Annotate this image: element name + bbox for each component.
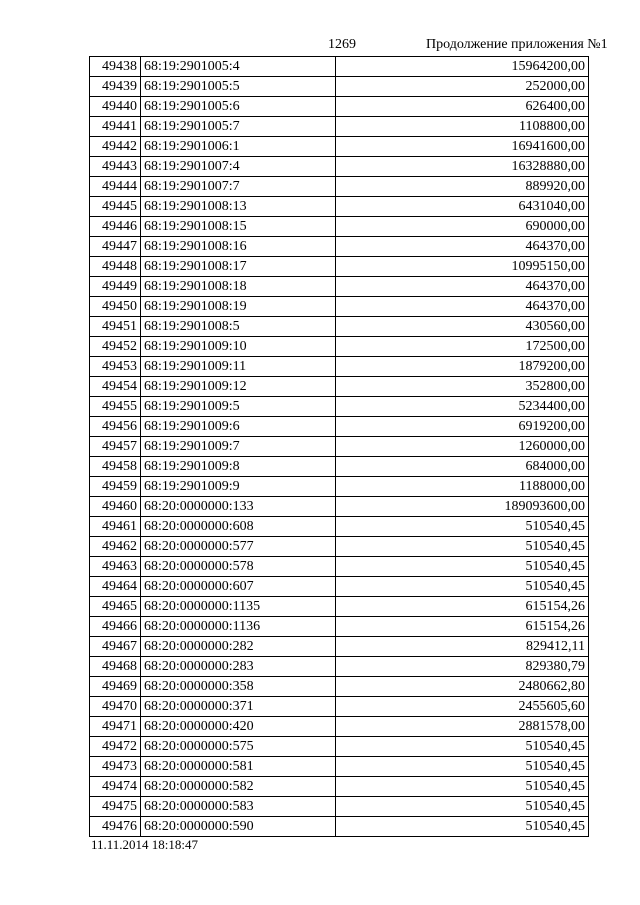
- row-number: 49444: [90, 177, 141, 197]
- cadastral-value: 684000,00: [336, 457, 589, 477]
- row-number: 49449: [90, 277, 141, 297]
- row-number: 49469: [90, 677, 141, 697]
- cadastral-number: 68:19:2901008:19: [141, 297, 336, 317]
- table-row: [90, 577, 589, 597]
- row-number: 49476: [90, 817, 141, 837]
- row-number: 49455: [90, 397, 141, 417]
- page-title: Продолжение приложения №1: [426, 37, 608, 52]
- table-row: [90, 397, 589, 417]
- row-number: 49472: [90, 737, 141, 757]
- cadastral-value: 15964200,00: [336, 57, 589, 77]
- table-row: [90, 597, 589, 617]
- table-row: [90, 217, 589, 237]
- row-number: 49453: [90, 357, 141, 377]
- cadastral-number: 68:19:2901008:5: [141, 317, 336, 337]
- cadastral-number: 68:19:2901007:7: [141, 177, 336, 197]
- cadastral-number: 68:19:2901009:8: [141, 457, 336, 477]
- cadastral-value: 690000,00: [336, 217, 589, 237]
- cadastral-value: 829380,79: [336, 657, 589, 677]
- row-number: 49475: [90, 797, 141, 817]
- table-row: [90, 637, 589, 657]
- table-row: [90, 237, 589, 257]
- cadastral-value: 6919200,00: [336, 417, 589, 437]
- cadastral-value: 510540,45: [336, 537, 589, 557]
- cadastral-value: 6431040,00: [336, 197, 589, 217]
- table-row: [90, 277, 589, 297]
- row-number: 49461: [90, 517, 141, 537]
- cadastral-number: 68:20:0000000:1136: [141, 617, 336, 637]
- row-number: 49462: [90, 537, 141, 557]
- cadastral-value: 2480662,80: [336, 677, 589, 697]
- row-number: 49474: [90, 777, 141, 797]
- cadastral-value: 510540,45: [336, 797, 589, 817]
- table-row: [90, 737, 589, 757]
- cadastral-value: 889920,00: [336, 177, 589, 197]
- cadastral-number: 68:20:0000000:575: [141, 737, 336, 757]
- cadastral-number: 68:20:0000000:577: [141, 537, 336, 557]
- cadastral-number: 68:19:2901009:7: [141, 437, 336, 457]
- cadastral-number: 68:20:0000000:583: [141, 797, 336, 817]
- cadastral-value: 252000,00: [336, 77, 589, 97]
- table-row: [90, 497, 589, 517]
- row-number: 49465: [90, 597, 141, 617]
- row-number: 49456: [90, 417, 141, 437]
- cadastral-value: 5234400,00: [336, 397, 589, 417]
- row-number: 49446: [90, 217, 141, 237]
- row-number: 49443: [90, 157, 141, 177]
- cadastral-number: 68:19:2901008:15: [141, 217, 336, 237]
- table-row: [90, 157, 589, 177]
- cadastral-value: 464370,00: [336, 297, 589, 317]
- row-number: 49457: [90, 437, 141, 457]
- row-number: 49452: [90, 337, 141, 357]
- cadastral-number: 68:20:0000000:358: [141, 677, 336, 697]
- cadastral-value: 172500,00: [336, 337, 589, 357]
- cadastral-value: 464370,00: [336, 237, 589, 257]
- row-number: 49454: [90, 377, 141, 397]
- row-number: 49464: [90, 577, 141, 597]
- table-row: [90, 557, 589, 577]
- row-number: 49459: [90, 477, 141, 497]
- cadastral-value: 2455605,60: [336, 697, 589, 717]
- table-body: [90, 57, 589, 837]
- cadastral-number: 68:19:2901005:5: [141, 77, 336, 97]
- row-number: 49438: [90, 57, 141, 77]
- table-row: [90, 537, 589, 557]
- table-row: [90, 617, 589, 637]
- table-row: [90, 437, 589, 457]
- cadastral-value: 829412,11: [336, 637, 589, 657]
- cadastral-number: 68:19:2901005:6: [141, 97, 336, 117]
- cadastral-number: 68:20:0000000:608: [141, 517, 336, 537]
- cadastral-number: 68:19:2901005:7: [141, 117, 336, 137]
- cadastral-value: 510540,45: [336, 777, 589, 797]
- table-row: [90, 477, 589, 497]
- cadastral-value: 615154,26: [336, 617, 589, 637]
- cadastral-value: 615154,26: [336, 597, 589, 617]
- row-number: 49473: [90, 757, 141, 777]
- table-row: [90, 657, 589, 677]
- table-row: [90, 517, 589, 537]
- cadastral-number: 68:19:2901006:1: [141, 137, 336, 157]
- cadastral-number: 68:20:0000000:1135: [141, 597, 336, 617]
- table-row: [90, 317, 589, 337]
- row-number: 49471: [90, 717, 141, 737]
- cadastral-value: 626400,00: [336, 97, 589, 117]
- table-row: [90, 797, 589, 817]
- cadastral-value: 10995150,00: [336, 257, 589, 277]
- table-row: [90, 57, 589, 77]
- table-row: [90, 77, 589, 97]
- cadastral-number: 68:20:0000000:283: [141, 657, 336, 677]
- cadastral-value: 1188000,00: [336, 477, 589, 497]
- cadastral-value: 510540,45: [336, 557, 589, 577]
- cadastral-value: 189093600,00: [336, 497, 589, 517]
- cadastral-number: 68:19:2901008:18: [141, 277, 336, 297]
- table-row: [90, 137, 589, 157]
- table-row: [90, 417, 589, 437]
- cadastral-value: 430560,00: [336, 317, 589, 337]
- row-number: 49466: [90, 617, 141, 637]
- table-row: [90, 777, 589, 797]
- cadastral-value: 510540,45: [336, 577, 589, 597]
- row-number: 49468: [90, 657, 141, 677]
- cadastral-number: 68:19:2901008:17: [141, 257, 336, 277]
- table-row: [90, 717, 589, 737]
- row-number: 49463: [90, 557, 141, 577]
- cadastral-number: 68:19:2901007:4: [141, 157, 336, 177]
- cadastral-value: 510540,45: [336, 817, 589, 837]
- row-number: 49467: [90, 637, 141, 657]
- table-row: [90, 297, 589, 317]
- cadastral-number: 68:20:0000000:590: [141, 817, 336, 837]
- cadastral-value: 1879200,00: [336, 357, 589, 377]
- table-row: [90, 457, 589, 477]
- row-number: 49448: [90, 257, 141, 277]
- cadastral-value: 1108800,00: [336, 117, 589, 137]
- row-number: 49445: [90, 197, 141, 217]
- cadastral-value: 16328880,00: [336, 157, 589, 177]
- table-row: [90, 357, 589, 377]
- cadastral-value: 1260000,00: [336, 437, 589, 457]
- cadastral-number: 68:19:2901009:12: [141, 377, 336, 397]
- table-row: [90, 697, 589, 717]
- cadastral-value: 464370,00: [336, 277, 589, 297]
- row-number: 49439: [90, 77, 141, 97]
- cadastral-number: 68:19:2901005:4: [141, 57, 336, 77]
- row-number: 49447: [90, 237, 141, 257]
- cadastral-value: 352800,00: [336, 377, 589, 397]
- cadastral-value: 16941600,00: [336, 137, 589, 157]
- cadastral-number: 68:20:0000000:578: [141, 557, 336, 577]
- table-row: [90, 97, 589, 117]
- row-number: 49440: [90, 97, 141, 117]
- cadastral-value: 510540,45: [336, 517, 589, 537]
- cadastral-number: 68:19:2901009:10: [141, 337, 336, 357]
- row-number: 49442: [90, 137, 141, 157]
- row-number: 49441: [90, 117, 141, 137]
- table-row: [90, 377, 589, 397]
- table-row: [90, 337, 589, 357]
- cadastral-number: 68:20:0000000:282: [141, 637, 336, 657]
- table-row: [90, 117, 589, 137]
- row-number: 49458: [90, 457, 141, 477]
- cadastral-number: 68:19:2901009:6: [141, 417, 336, 437]
- registry-table: [89, 56, 589, 837]
- row-number: 49451: [90, 317, 141, 337]
- table-row: [90, 817, 589, 837]
- cadastral-value: 510540,45: [336, 737, 589, 757]
- row-number: 49460: [90, 497, 141, 517]
- cadastral-number: 68:19:2901008:16: [141, 237, 336, 257]
- cadastral-number: 68:20:0000000:371: [141, 697, 336, 717]
- table-row: [90, 677, 589, 697]
- cadastral-number: 68:19:2901008:13: [141, 197, 336, 217]
- print-timestamp: 11.11.2014 18:18:47: [91, 837, 199, 852]
- cadastral-number: 68:19:2901009:11: [141, 357, 336, 377]
- cadastral-value: 2881578,00: [336, 717, 589, 737]
- row-number: 49450: [90, 297, 141, 317]
- cadastral-number: 68:19:2901009:9: [141, 477, 336, 497]
- table-row: [90, 257, 589, 277]
- page-number: 1269: [328, 37, 356, 52]
- row-number: 49470: [90, 697, 141, 717]
- table-row: [90, 757, 589, 777]
- cadastral-number: 68:20:0000000:581: [141, 757, 336, 777]
- table-row: [90, 177, 589, 197]
- cadastral-number: 68:20:0000000:420: [141, 717, 336, 737]
- cadastral-number: 68:20:0000000:133: [141, 497, 336, 517]
- cadastral-number: 68:20:0000000:607: [141, 577, 336, 597]
- cadastral-value: 510540,45: [336, 757, 589, 777]
- cadastral-number: 68:20:0000000:582: [141, 777, 336, 797]
- table-row: [90, 197, 589, 217]
- cadastral-number: 68:19:2901009:5: [141, 397, 336, 417]
